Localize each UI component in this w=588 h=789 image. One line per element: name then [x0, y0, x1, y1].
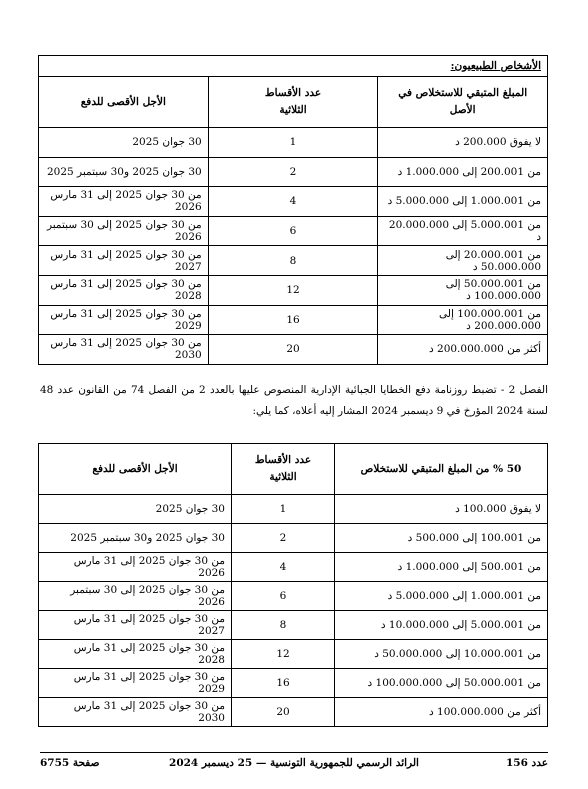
table-caption: الأشخاص الطبيعيون: — [39, 56, 548, 77]
table-row — [39, 157, 548, 187]
cell-amount: من 50.000.001 إلى 100.000.000 د — [378, 275, 548, 305]
cell-deadline: من 30 جوان 2025 إلى 31 مارس 2030 — [39, 335, 209, 365]
cell-installments: 20 — [232, 698, 335, 727]
table-row — [39, 640, 548, 669]
cell-amount: من 10.000.001 إلى 50.000.000 د — [335, 640, 548, 669]
header-amount: المبلغ المتبقي للاستخلاص في الأصل — [378, 77, 548, 128]
cell-deadline: 30 جوان 2025 و30 سبتمبر 2025 — [39, 157, 209, 187]
cell-installments: 16 — [232, 669, 335, 698]
cell-installments: 8 — [232, 611, 335, 640]
cell-amount: من 1.000.001 إلى 5.000.000 د — [335, 582, 548, 611]
cell-deadline: من 30 جوان 2025 إلى 31 مارس 2029 — [39, 669, 232, 698]
cell-amount: من 5.000.001 إلى 20.000.000 د — [378, 216, 548, 246]
table-row — [39, 246, 548, 276]
cell-deadline: من 30 جوان 2025 إلى 30 سبتمبر 2026 — [39, 216, 209, 246]
cell-deadline: من 30 جوان 2025 إلى 31 مارس 2027 — [39, 611, 232, 640]
cell-amount: أكثر من 100.000.000 د — [335, 698, 548, 727]
table-header-row — [39, 77, 548, 128]
table-row — [39, 669, 548, 698]
cell-deadline: من 30 جوان 2025 إلى 31 مارس 2028 — [39, 275, 209, 305]
cell-amount: أكثر من 200.000.000 د — [378, 335, 548, 365]
cell-amount: لا يفوق 200.000 د — [378, 128, 548, 158]
gazette-title: الرائد الرسمي للجمهورية التونسية — 25 ديسمبر 2024 — [169, 757, 419, 769]
table-row — [39, 698, 548, 727]
table-row — [39, 275, 548, 305]
installments-table-natural-persons — [38, 55, 548, 365]
page-number: صفحة 6755 — [40, 757, 100, 769]
cell-deadline: من 30 جوان 2025 إلى 31 مارس 2026 — [39, 553, 232, 582]
cell-installments: 1 — [232, 495, 335, 524]
cell-installments: 4 — [232, 553, 335, 582]
header-amount: 50 % من المبلغ المتبقي للاستخلاص — [335, 444, 548, 495]
cell-installments: 16 — [208, 305, 378, 335]
cell-amount: من 50.000.001 إلى 100.000.000 د — [335, 669, 548, 698]
cell-amount: من 500.001 إلى 1.000.000 د — [335, 553, 548, 582]
table-row — [39, 553, 548, 582]
table-caption-row — [39, 56, 548, 77]
article-2-paragraph: الفصل 2 - تضبط روزنامة دفع الخطايا الجبائية الإدارية المنصوص عليها بالعدد 2 من الفصل 74 من القانون عدد 48 لسنة 2024 المؤرخ في 9 ديسمبر 2024 المشار إليه أعلاه، كما يلي: — [40, 384, 548, 417]
cell-amount: من 200.001 إلى 1.000.000 د — [378, 157, 548, 187]
header-deadline: الأجل الأقصى للدفع — [39, 77, 209, 128]
page-footer — [40, 752, 548, 783]
cell-deadline: من 30 جوان 2025 إلى 31 مارس 2029 — [39, 305, 209, 335]
cell-deadline: من 30 جوان 2025 إلى 31 مارس 2028 — [39, 640, 232, 669]
cell-installments: 20 — [208, 335, 378, 365]
cell-amount: من 20.000.001 إلى 50.000.000 د — [378, 246, 548, 276]
cell-installments: 2 — [208, 157, 378, 187]
cell-amount: من 5.000.001 إلى 10.000.000 د — [335, 611, 548, 640]
table-row — [39, 582, 548, 611]
table-header-row — [39, 444, 548, 495]
header-deadline: الأجل الأقصى للدفع — [39, 444, 232, 495]
header-installments: عدد الأقساط الثلاثية — [208, 77, 378, 128]
table-row — [39, 611, 548, 640]
cell-deadline: 30 جوان 2025 — [39, 495, 232, 524]
table-body — [39, 495, 548, 727]
cell-deadline: 30 جوان 2025 — [39, 128, 209, 158]
cell-installments: 6 — [232, 582, 335, 611]
cell-amount: لا يفوق 100.000 د — [335, 495, 548, 524]
cell-deadline: من 30 جوان 2025 إلى 31 مارس 2026 — [39, 187, 209, 217]
cell-installments: 6 — [208, 216, 378, 246]
cell-installments: 8 — [208, 246, 378, 276]
cell-deadline: من 30 جوان 2025 إلى 31 مارس 2027 — [39, 246, 209, 276]
installments-table-penalties — [38, 443, 548, 727]
cell-installments: 4 — [208, 187, 378, 217]
cell-deadline: من 30 جوان 2025 إلى 30 سبتمبر 2026 — [39, 582, 232, 611]
cell-installments: 12 — [232, 640, 335, 669]
cell-amount: من 1.000.001 إلى 5.000.000 د — [378, 187, 548, 217]
cell-amount: من 100.001 إلى 500.000 د — [335, 524, 548, 553]
issue-number: عدد 156 — [505, 757, 548, 769]
cell-installments: 2 — [232, 524, 335, 553]
table-row — [39, 495, 548, 524]
cell-amount: من 100.000.001 إلى 200.000.000 د — [378, 305, 548, 335]
cell-deadline: 30 جوان 2025 و30 سبتمبر 2025 — [39, 524, 232, 553]
cell-deadline: من 30 جوان 2025 إلى 31 مارس 2030 — [39, 698, 232, 727]
cell-installments: 12 — [208, 275, 378, 305]
table-row — [39, 128, 548, 158]
table-row — [39, 335, 548, 365]
table-row — [39, 524, 548, 553]
table-row — [39, 187, 548, 217]
table-row — [39, 216, 548, 246]
cell-installments: 1 — [208, 128, 378, 158]
table-row — [39, 305, 548, 335]
header-installments: عدد الأقساط الثلاثية — [232, 444, 335, 495]
table-body — [39, 128, 548, 365]
